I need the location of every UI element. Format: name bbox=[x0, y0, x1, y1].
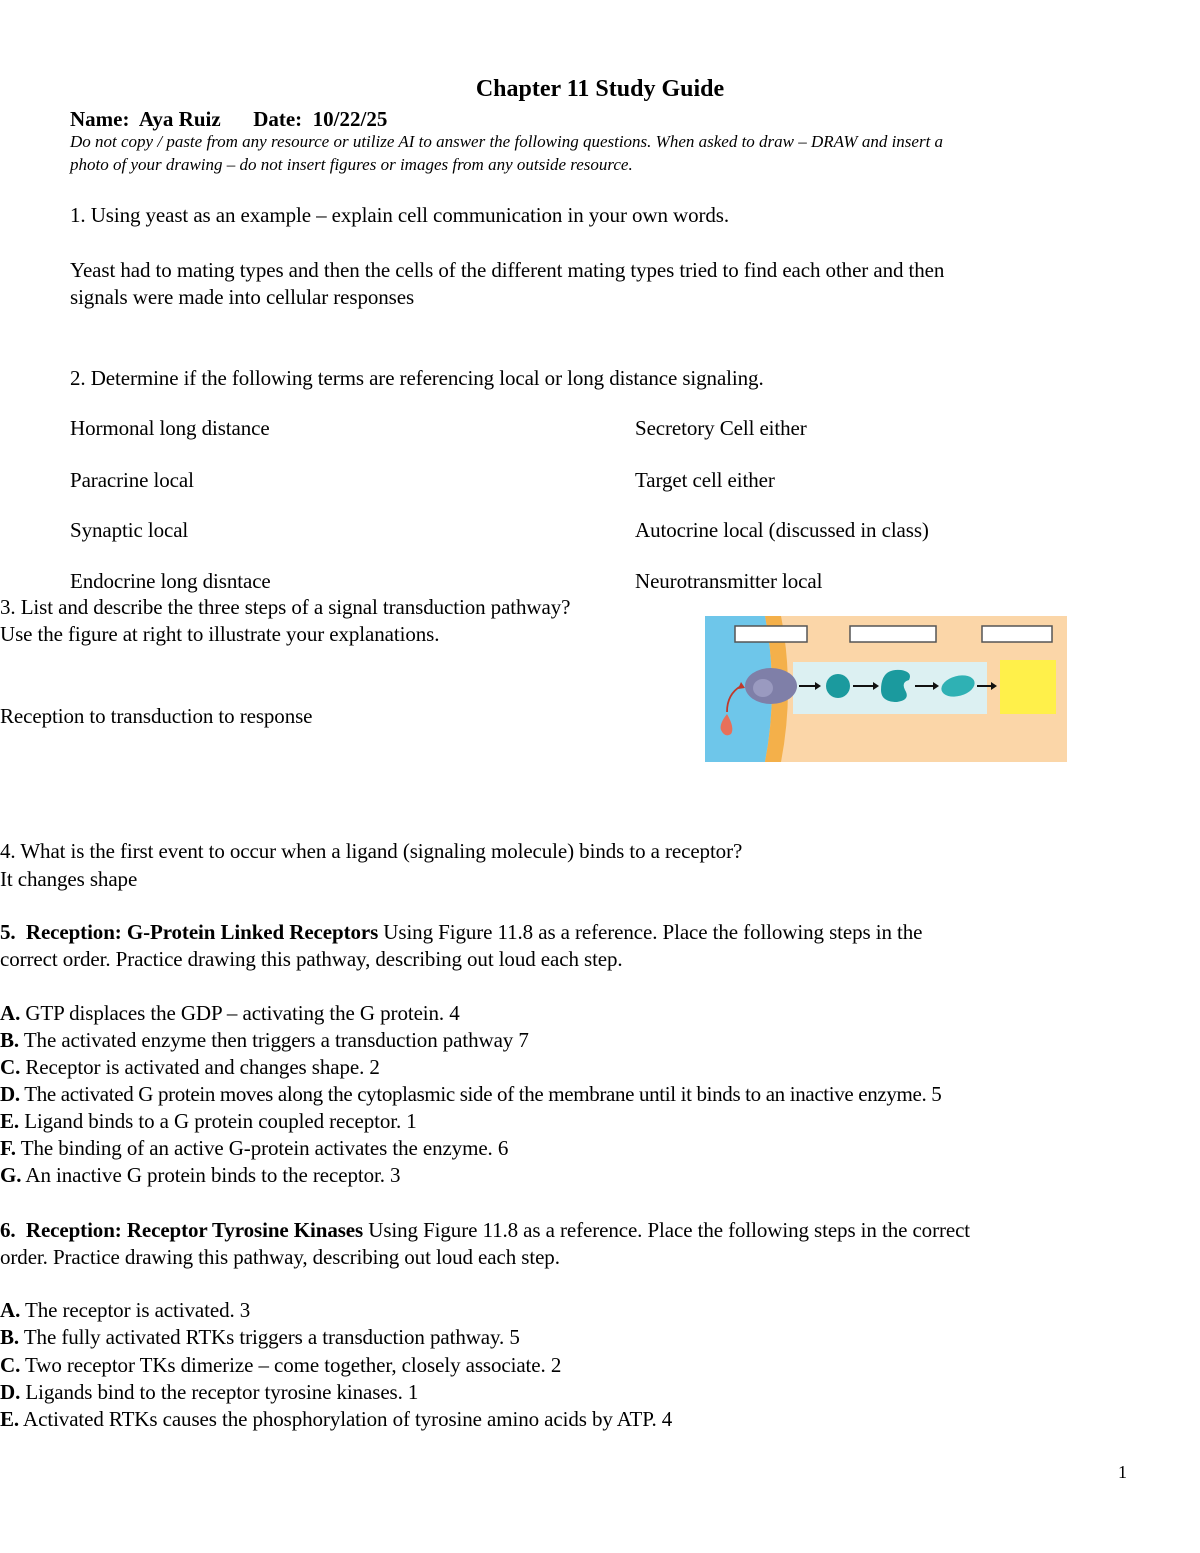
step-text: Ligand binds to a G protein coupled receptor. 1 bbox=[19, 1109, 417, 1133]
q6-intro-line-2: order. Practice drawing this pathway, describing out loud each step. bbox=[0, 1245, 560, 1269]
step-letter: C. bbox=[0, 1055, 21, 1079]
q2-term: Endocrine long disntace bbox=[70, 569, 271, 593]
figure-label-box-reception bbox=[735, 626, 807, 642]
date-value: 10/22/25 bbox=[312, 107, 388, 131]
q2-term: Neurotransmitter local bbox=[635, 569, 823, 593]
q6-number: 6. bbox=[0, 1218, 16, 1242]
step-text: The binding of an active G-protein activates the enzyme. 6 bbox=[15, 1136, 509, 1160]
q1-answer-line-1: Yeast had to mating types and then the cells of the different mating types tried to find each other and then bbox=[70, 258, 945, 282]
step-letter: A. bbox=[0, 1298, 21, 1322]
name-date-line bbox=[70, 107, 387, 132]
step-text: Ligands bind to the receptor tyrosine kinases. 1 bbox=[20, 1380, 419, 1404]
step-text: GTP displaces the GDP – activating the G protein. 4 bbox=[20, 1001, 460, 1025]
q5-intro-line-1 bbox=[0, 922, 922, 943]
q6-step-b bbox=[0, 1327, 520, 1348]
step-letter: E. bbox=[0, 1407, 20, 1431]
q5-step-c bbox=[0, 1057, 380, 1078]
step-letter: D. bbox=[0, 1082, 20, 1106]
step-letter: B. bbox=[0, 1325, 20, 1349]
page-title: Chapter 11 Study Guide bbox=[475, 76, 725, 102]
q3-answer: Reception to transduction to response bbox=[0, 704, 313, 728]
step-text: An inactive G protein binds to the receptor. 3 bbox=[21, 1163, 401, 1187]
q6-intro-text: Using Figure 11.8 as a reference. Place the following steps in the correct bbox=[363, 1218, 971, 1242]
date-label: Date: bbox=[253, 107, 303, 131]
figure-label-box-response bbox=[982, 626, 1052, 642]
q5-intro-line-2: correct order. Practice drawing this pathway, describing out loud each step. bbox=[0, 947, 623, 971]
name-label: Name: bbox=[70, 107, 130, 131]
q5-step-f bbox=[0, 1138, 508, 1159]
q6-step-c bbox=[0, 1355, 561, 1376]
step-letter: A. bbox=[0, 1001, 21, 1025]
q6-step-d bbox=[0, 1382, 418, 1403]
step-text: The activated enzyme then triggers a transduction pathway 7 bbox=[19, 1028, 529, 1052]
q6-intro-line-1 bbox=[0, 1220, 970, 1241]
q5-step-d bbox=[0, 1084, 941, 1105]
q6-step-e bbox=[0, 1409, 672, 1430]
step-letter: B. bbox=[0, 1028, 20, 1052]
q5-intro-text: Using Figure 11.8 as a reference. Place the following steps in the bbox=[378, 920, 923, 944]
q3-question-line-2: Use the figure at right to illustrate your explanations. bbox=[0, 622, 440, 646]
step-letter: G. bbox=[0, 1163, 22, 1187]
q4-question: 4. What is the first event to occur when a ligand (signaling molecule) binds to a receptor? bbox=[0, 839, 743, 863]
instructions-line-1: Do not copy / paste from any resource or utilize AI to answer the following questions. When asked to draw – DRAW and insert a bbox=[70, 132, 944, 151]
figure-label-box-transduction bbox=[850, 626, 936, 642]
step-letter: E. bbox=[0, 1109, 20, 1133]
q6-step-a bbox=[0, 1300, 250, 1321]
q5-step-b bbox=[0, 1030, 529, 1051]
figure-receptor-highlight bbox=[753, 679, 773, 697]
q2-term: Secretory Cell either bbox=[635, 416, 807, 440]
step-letter: C. bbox=[0, 1353, 21, 1377]
q2-term: Synaptic local bbox=[70, 518, 189, 542]
page-number: 1 bbox=[1118, 1462, 1127, 1482]
q2-question: 2. Determine if the following terms are referencing local or long distance signaling. bbox=[70, 366, 764, 390]
step-letter: F. bbox=[0, 1136, 16, 1160]
q1-question: 1. Using yeast as an example – explain cell communication in your own words. bbox=[70, 203, 729, 227]
q5-heading: Reception: G-Protein Linked Receptors bbox=[25, 920, 379, 944]
q5-step-g bbox=[0, 1165, 400, 1186]
q2-term: Autocrine local (discussed in class) bbox=[635, 518, 929, 542]
q4-answer: It changes shape bbox=[0, 867, 138, 891]
name-value: Aya Ruiz bbox=[138, 107, 221, 131]
q6-heading: Reception: Receptor Tyrosine Kinases bbox=[25, 1218, 364, 1242]
q3-question-line-1: 3. List and describe the three steps of a signal transduction pathway? bbox=[0, 595, 571, 619]
step-letter: D. bbox=[0, 1380, 21, 1404]
q5-number: 5. bbox=[0, 920, 16, 944]
step-text: Receptor is activated and changes shape. 2 bbox=[20, 1055, 380, 1079]
step-text: The fully activated RTKs triggers a transduction pathway. 5 bbox=[19, 1325, 520, 1349]
q2-term: Paracrine local bbox=[70, 468, 194, 492]
q1-answer-line-2: signals were made into cellular responses bbox=[70, 285, 415, 309]
figure-response-box bbox=[1000, 660, 1056, 714]
step-text: Two receptor TKs dimerize – come together, closely associate. 2 bbox=[20, 1353, 562, 1377]
q5-step-e bbox=[0, 1111, 417, 1132]
q5-step-a bbox=[0, 1003, 460, 1024]
step-text: Activated RTKs causes the phosphorylation of tyrosine amino acids by ATP. 4 bbox=[19, 1407, 673, 1431]
step-text: The receptor is activated. 3 bbox=[20, 1298, 251, 1322]
signal-transduction-figure bbox=[705, 616, 1067, 762]
q2-term: Hormonal long distance bbox=[70, 416, 270, 440]
instructions-line-2: photo of your drawing – do not insert figures or images from any outside resource. bbox=[70, 155, 633, 174]
step-text: The activated G protein moves along the cytoplasmic side of the membrane until it binds to an inactive enzyme. 5 bbox=[19, 1082, 942, 1106]
q2-term: Target cell either bbox=[635, 468, 775, 492]
figure-relay-molecule-1 bbox=[826, 674, 850, 698]
